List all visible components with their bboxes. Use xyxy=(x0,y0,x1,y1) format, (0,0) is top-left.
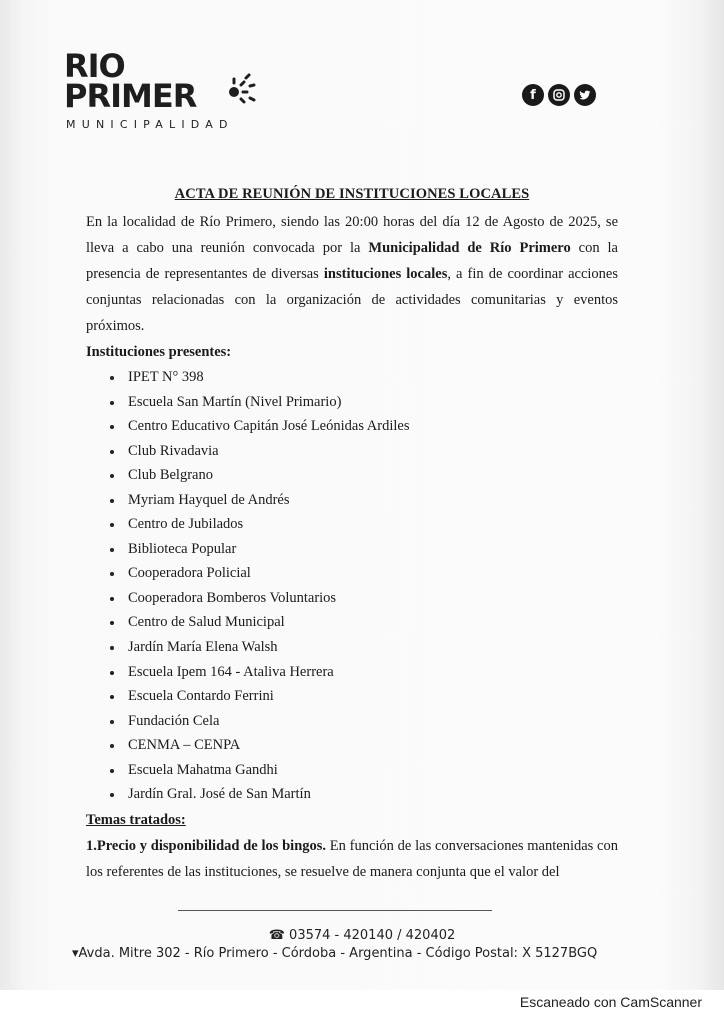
sun-icon xyxy=(222,68,260,106)
intro-paragraph xyxy=(86,209,618,339)
list-item: Jardín Gral. José de San Martín xyxy=(110,782,618,807)
document-title: ACTA DE REUNIÓN DE INSTITUCIONES LOCALES xyxy=(174,186,530,202)
logo-subtitle: MUNICIPALIDAD xyxy=(66,118,234,131)
intro-text-3: , a fin de coordinar acciones conjuntas relacionadas con la organización de actividades comunitarias y eventos próximos. xyxy=(86,266,618,334)
topic-1-text: En función de las conversaciones mantenidas con los referentes de las instituciones, se resuelve de manera conjunta que el valor del xyxy=(86,837,618,880)
institutions-heading: Instituciones presentes: xyxy=(86,344,232,360)
twitter-icon xyxy=(574,84,596,106)
instagram-icon xyxy=(548,84,570,106)
list-item: Club Belgrano xyxy=(110,463,618,488)
list-item: Biblioteca Popular xyxy=(110,537,618,562)
footer-phone xyxy=(0,928,724,943)
municipality-logo xyxy=(64,47,284,140)
meeting-minutes xyxy=(86,186,618,885)
list-item: Cooperadora Bomberos Voluntarios xyxy=(110,586,618,611)
list-item: Club Rivadavia xyxy=(110,439,618,464)
intro-bold-municipality: Municipalidad de Río Primero xyxy=(368,240,571,256)
scanner-watermark: Escaneado con CamScanner xyxy=(519,994,702,1010)
topics-heading: Temas tratados: xyxy=(86,811,186,828)
list-item: Escuela San Martín (Nivel Primario) xyxy=(110,390,618,415)
topic-1-paragraph xyxy=(86,833,618,885)
phone-icon: ☎ xyxy=(268,928,290,943)
social-icons xyxy=(522,84,596,106)
list-item: Centro Educativo Capitán José Leónidas Ardiles xyxy=(110,414,618,439)
logo-text-primer: PRIMER xyxy=(64,77,197,115)
footer-address xyxy=(72,946,632,961)
intro-text-1: En la localidad de Río Primero, siendo las 20:00 horas del día 12 de Agosto de 2025, se lleva a cabo una reunión convocada por la xyxy=(86,214,618,256)
logo-text-rio: RIO xyxy=(64,47,125,85)
list-item: Fundación Cela xyxy=(110,709,618,734)
list-item: Escuela Contardo Ferrini xyxy=(110,684,618,709)
topic-1-title: 1.Precio y disponibilidad de los bingos. xyxy=(86,837,327,854)
list-item: CENMA – CENPA xyxy=(110,733,618,758)
list-item: Centro de Jubilados xyxy=(110,512,618,537)
intro-bold-institutions: instituciones locales xyxy=(323,266,448,282)
address-text: Avda. Mitre 302 - Río Primero - Córdoba - Argentina - Código Postal: X 5127BGQ xyxy=(78,946,598,961)
list-item: Escuela Ipem 164 - Ataliva Herrera xyxy=(110,660,618,685)
list-item: Centro de Salud Municipal xyxy=(110,610,618,635)
list-item: Jardín María Elena Walsh xyxy=(110,635,618,660)
footer-divider xyxy=(178,910,492,911)
list-item: Cooperadora Policial xyxy=(110,561,618,586)
intro-text-2: con la presencia de representantes de diversas xyxy=(86,240,618,282)
list-item: Myriam Hayquel de Andrés xyxy=(110,488,618,513)
list-item: Escuela Mahatma Gandhi xyxy=(110,758,618,783)
list-item: IPET N° 398 xyxy=(110,365,618,390)
institutions-list xyxy=(86,365,618,807)
location-pin-icon: ▾ xyxy=(72,946,79,961)
phone-number: 03574 - 420140 / 420402 xyxy=(289,928,456,943)
facebook-icon: f xyxy=(522,84,544,106)
